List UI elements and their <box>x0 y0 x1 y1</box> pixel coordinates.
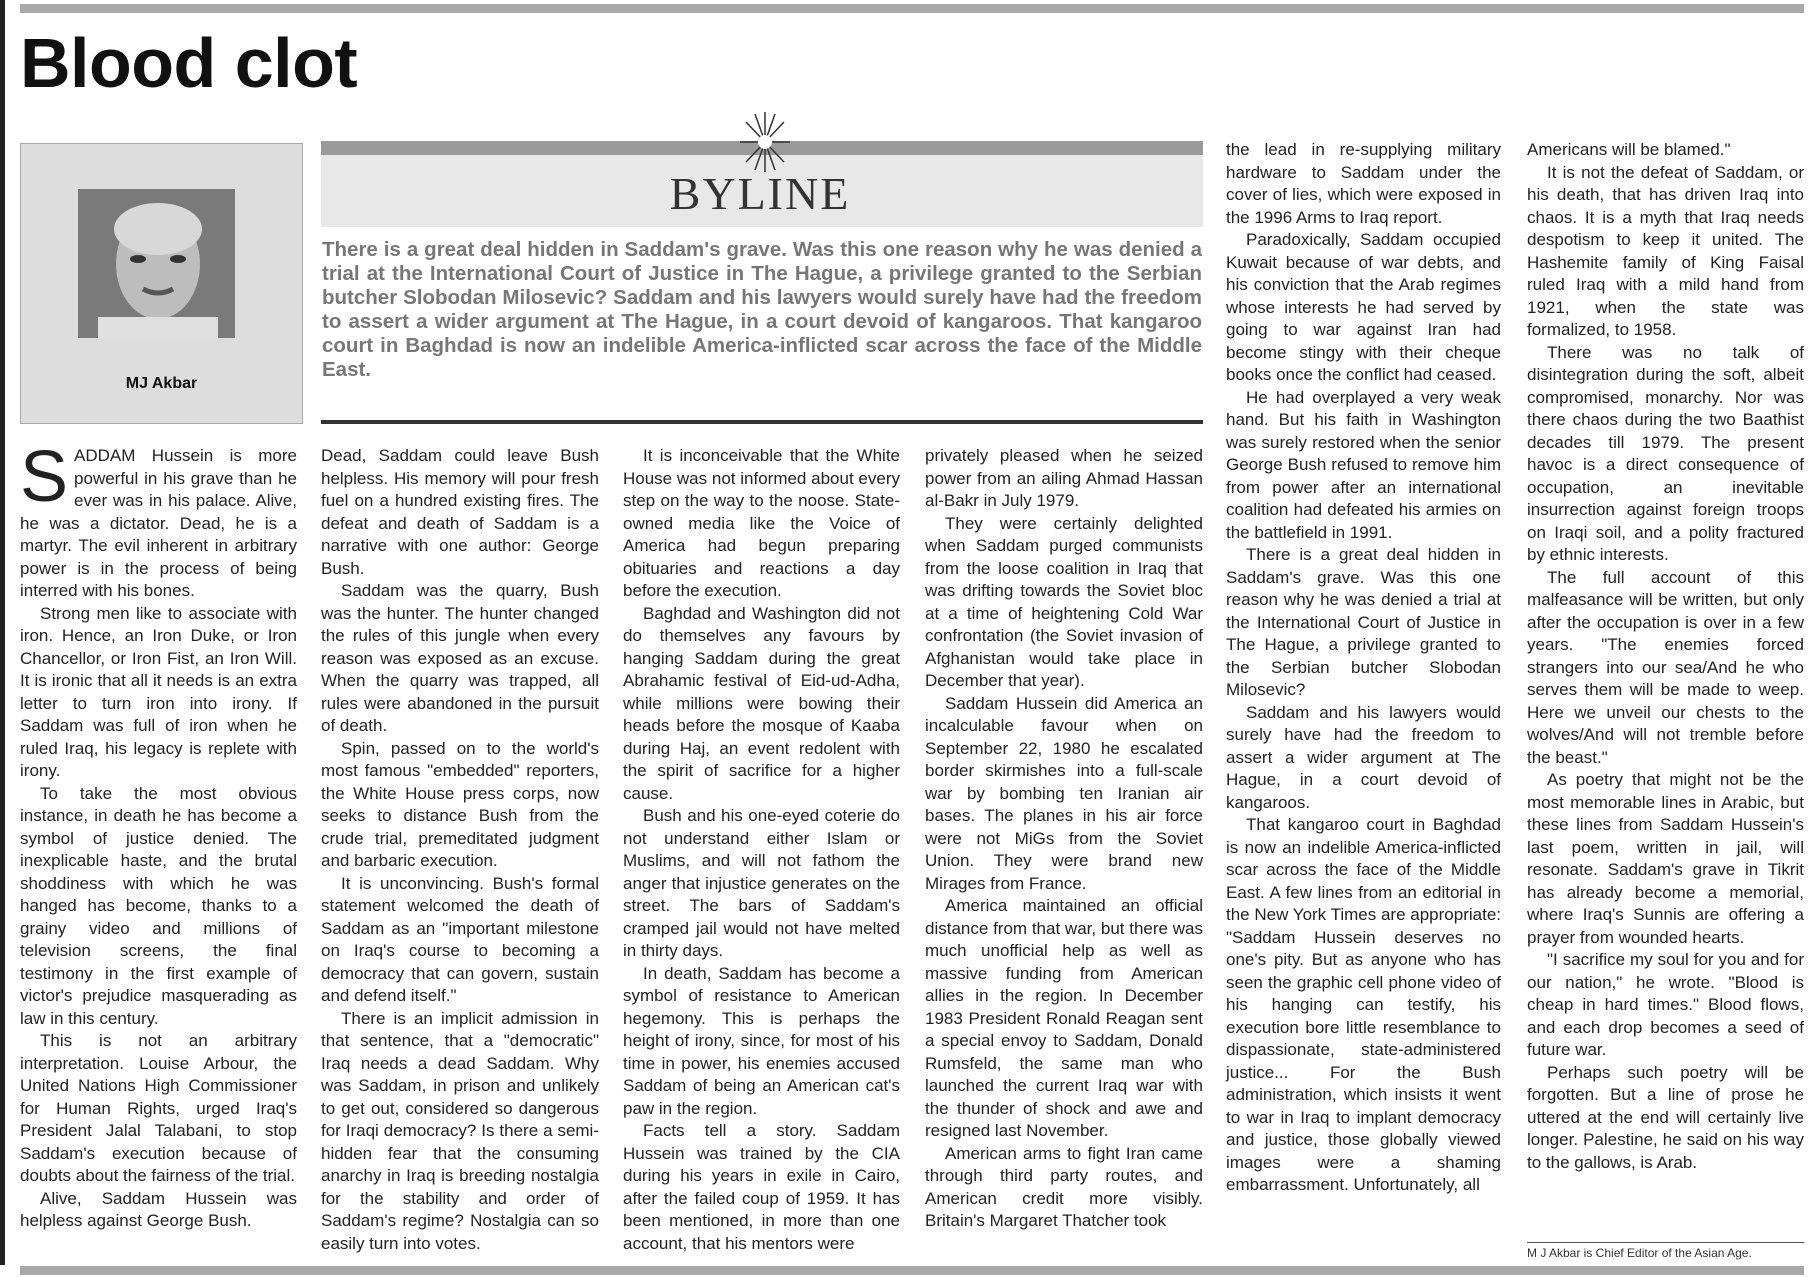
paragraph: Facts tell a story. Saddam Hussein was trained by the CIA during his years in exile in Cairo, after the failed coup of 1959. It has been mentioned, in more than one account, that his mentors were <box>623 1121 900 1253</box>
paragraph: There is a great deal hidden in Saddam's grave. Was this one reason why he was denied a trial at the International Court of Justice in The Hague, a privilege granted to the Serbian butcher Slobodan Milosevic? <box>1226 545 1501 699</box>
paragraph: As poetry that might not be the most memorable lines in Arabic, but these lines from Saddam Hussein's last poem, written in jail, will resonate. Saddam's grave in Tikrit has already become a memorial, where Iraq's Sunnis are offering a prayer from wounded hearts. <box>1527 770 1804 947</box>
paragraph: To take the most obvious instance, in death he has become a symbol of justice denied. The inexplicable haste, and the brutal shoddiness with which he was hanged has become, thanks to a grainy video and millions of television screens, the final testimony in the first example of victor's prejudice masquerading as law in this century. <box>20 783 297 1028</box>
bottom-gray-band <box>20 1266 1804 1275</box>
article-column-5 <box>1226 139 1501 1197</box>
paragraph: Spin, passed on to the world's most famous "embedded" reporters, the White House press corps, now seeks to distance Bush from the crude trial, premeditated judgment and barbaric execution. <box>321 738 599 870</box>
byline-logo: BYLINE <box>669 168 851 219</box>
paragraph: The full account of this malfeasance will be written, but only after the occupation is over in a few years. "The enemies forced strangers into our sea/And he who serves them will be made to weep. Here we unveil our chests to the wolves/And will not tremble before the beast." <box>1527 567 1804 767</box>
paragraph: This is not an arbitrary interpretation. Louise Arbour, the United Nations High Commissioner for Human Rights, urged Iraq's President Jalal Talabani, to stop Saddam's execution because of doubts about the fairness of the trial. <box>20 1031 297 1185</box>
paragraph <box>20 437 297 603</box>
top-gray-band <box>20 4 1804 13</box>
paragraph: American arms to fight Iran came through third party routes, and American credit more visibly. Britain's Margaret Thatcher took <box>925 1143 1203 1230</box>
paragraph: "I sacrifice my soul for you and for our nation," he wrote. "Blood is cheap in hard times." Blood flows, and each drop becomes a seed of future war. <box>1527 950 1804 1059</box>
paragraph: Saddam and his lawyers would surely have had the freedom to assert a wider argument at The Hague, in a court devoid of kangaroos. <box>1226 702 1501 812</box>
drop-cap: S <box>20 437 69 517</box>
author-portrait <box>78 189 235 338</box>
author-footnote: M J Akbar is Chief Editor of the Asian Age. <box>1527 1246 1752 1260</box>
paragraph: He had overplayed a very weak hand. But his faith in Washington was surely restored when the senior George Bush refused to remove him from power after an international coalition had defeated his armies on the battlefield in 1991. <box>1226 387 1501 542</box>
paragraph: It is unconvincing. Bush's formal statement welcomed the death of Saddam as an "important milestone on Iraq's course to becoming a democracy that can govern, sustain and defend itself." <box>321 873 599 1005</box>
article-column-6 <box>1527 139 1804 1174</box>
paragraph: There was no talk of disintegration during the soft, albeit compromised, monarchy. Nor was there chaos during the two Baathist decades till 1979. The present havoc is a direct consequence of occupation, an inevitable insurrection against foreign troops on Iraqi soil, and a polity fractured by ethnic interests. <box>1527 342 1804 564</box>
paragraph-text: ADDAM Hussein is more powerful in his grave than he ever was in his palace. Alive, he was a dictator. Dead, he is a martyr. The evil inherent in arbitrary power is in the process of being interred with his bones. <box>20 446 297 600</box>
footnote-rule <box>1527 1242 1804 1243</box>
article-column-3 <box>623 445 900 1255</box>
paragraph: It is not the defeat of Saddam, or his death, that has driven Iraq into chaos. It is a myth that Iraq needs despotism to keep it united. The Hashemite family of King Faisal ruled Iraq with a mild hand from 1921, when the state was formalized, to 1958. <box>1527 162 1804 339</box>
paragraph: privately pleased when he seized power from an ailing Ahmad Hassan al-Bakr in July 1979. <box>925 446 1203 510</box>
paragraph: the lead in re-supplying military hardware to Saddam under the cover of lies, which were exposed in the 1996 Arms to Iraq report. <box>1226 140 1501 227</box>
left-margin-rule <box>0 0 5 1265</box>
article-column-4 <box>925 445 1203 1233</box>
headline: Blood clot <box>20 24 358 102</box>
paragraph: Saddam was the quarry, Bush was the hunter. The hunter changed the rules of this jungle when every reason was exposed as an excuse. When the quarry was trapped, all rules were abandoned in the pursuit of death. <box>321 581 599 735</box>
pullquote: There is a great deal hidden in Saddam's grave. Was this one reason why he was denied a trial at the International Court of Justice in The Hague, a privilege granted to the Serbian butcher Slobodan Milosevic? Saddam and his lawyers would surely have had the freedom to assert a wider argument at The Hague, in a court devoid of kangaroos. That kangaroo court in Baghdad is now an indelible America-inflicted scar across the face of the Middle East. <box>322 238 1202 381</box>
pullquote-rule <box>321 420 1203 424</box>
paragraph: America maintained an official distance from that war, but there was much unofficial help as well as massive funding from American allies in the region. In December 1983 President Ronald Reagan sent a special envoy to Saddam, Donald Rumsfeld, the same man who launched the current Iraq war with the thunder of shock and awe and resigned last November. <box>925 896 1203 1140</box>
paragraph: Baghdad and Washington did not do themselves any favours by hanging Saddam during the great Abrahamic festival of Eid-ud-Adha, while millions were bowing their heads before the mosque of Kaaba during Haj, an event redolent with the spirit of sacrifice for a higher cause. <box>623 603 900 803</box>
paragraph: That kangaroo court in Baghdad is now an indelible America-inflicted scar across the face of the Middle East. A few lines from an editorial in the New York Times are appropriate: "Saddam Hussein deserves no one's pity. But as anyone who has seen the graphic cell phone video of his hanging can testify, his execution bore little resemblance to dispassionate, state-administered justice... For the Bush administration, which insists it went to war in Iraq to implant democracy and justice, those globally viewed images were a shaming embarrassment. Unfortunately, all <box>1226 815 1501 1194</box>
article-column-1 <box>20 437 297 1233</box>
paragraph: Paradoxically, Saddam occupied Kuwait because of war debts, and his conviction that the Arab regimes whose interests he had served by going to war against Iran had become stingy with their cheque books once the conflict had ceased. <box>1226 230 1501 384</box>
paragraph: Alive, Saddam Hussein was helpless against George Bush. <box>20 1188 297 1230</box>
paragraph: It is inconceivable that the White House was not informed about every step on the way to the noose. State-owned media like the Voice of America had begun preparing obituaries and reactions a day before the execution. <box>623 446 900 600</box>
paragraph: Americans will be blamed." <box>1527 140 1731 159</box>
paragraph: Perhaps such poetry will be forgotten. But a line of prose he uttered at the end will certainly live longer. Palestine, he said on his way to the gallows, is Arab. <box>1527 1062 1804 1172</box>
paragraph: Dead, Saddam could leave Bush helpless. His memory will pour fresh fuel on a hundred existing fires. The defeat and death of Saddam is a narrative with one author: George Bush. <box>321 446 599 578</box>
paragraph: In death, Saddam has become a symbol of resistance to American hegemony. This is perhaps the height of irony, since, for most of his time in power, his enemies accused Saddam of being an American cat's paw in the region. <box>623 963 900 1118</box>
author-name: MJ Akbar <box>125 375 198 392</box>
article-column-2 <box>321 445 599 1255</box>
paragraph: There is an implicit admission in that sentence, that a "democratic" Iraq needs a dead Saddam. Why was Saddam, in prison and unlikely to get out, considered so dangerous for Iraqi democracy? Is there a semi-hidden fear that the consuming anarchy in Iraq is breeding nostalgia for the stability and order of Saddam's regime? Nostalgia can so easily turn into votes. <box>321 1008 599 1253</box>
paragraph: Strong men like to associate with iron. Hence, an Iron Duke, or Iron Chancellor, or Iron Fist, an Iron Will. It is ironic that all it needs is an extra letter to turn iron into irony. If Saddam was full of iron when he ruled Iraq, his legacy is replete with irony. <box>20 603 297 780</box>
paragraph: Bush and his one-eyed coterie do not understand either Islam or Muslims, and will not fathom the anger that injustice generates on the street. The bars of Saddam's cramped jail would not have melted in thirty days. <box>623 806 900 960</box>
paragraph: They were certainly delighted when Saddam purged communists from the loose coalition in Iraq that was drifting towards the Soviet bloc at a time of heightening Cold War confrontation (the Soviet invasion of Afghanistan would take place in December that year). <box>925 513 1203 690</box>
author-box <box>20 143 303 424</box>
paragraph: Saddam Hussein did America an incalculable favour when on September 22, 1980 he escalated border skirmishes into a full-scale war by bombing ten Iranian air bases. The planes in his air force were not MiGs from the Soviet Union. They were brand new Mirages from France. <box>925 693 1203 893</box>
